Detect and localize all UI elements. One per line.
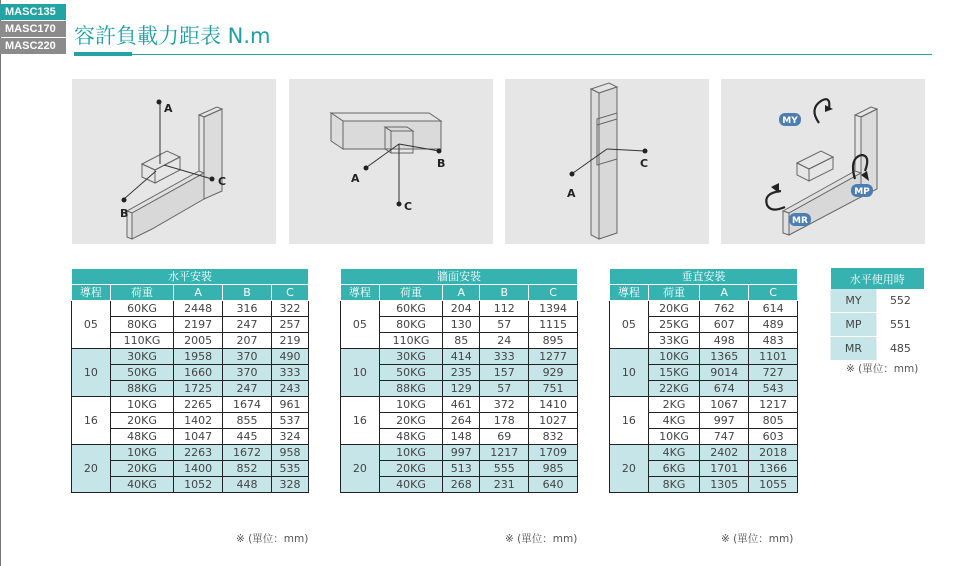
vertical-mount-illustration [505,79,709,244]
unit-note: ※ (單位：mm) [236,533,309,545]
table-cell: 2005 [174,333,223,349]
moment-value: 485 [876,337,924,361]
table-horizontal-usage [830,268,924,361]
table-row [72,397,309,413]
table-cell: 10KG [379,445,443,461]
table-cell: 20KG [379,461,443,477]
table-cell: 1725 [174,381,223,397]
table-cell: 2197 [174,317,223,333]
table-cell: 207 [223,333,272,349]
table-cell: 370 [223,349,272,365]
table-cell: 231 [480,477,529,493]
table-cell: 235 [443,365,480,381]
unit-note: ※ (單位：mm) [846,363,919,375]
table-cell: 2265 [174,397,223,413]
table-cell: 958 [271,445,308,461]
table-cell: 1101 [749,349,798,365]
table-cell: 243 [271,381,308,397]
table-cell: 640 [529,477,578,493]
model-tabs [0,4,66,55]
column-header: B [480,285,529,301]
table-cell: 24 [480,333,529,349]
table-row [610,445,798,461]
table-cell: 110KG [379,333,443,349]
table-cell: 130 [443,317,480,333]
model-tab-masc220[interactable]: MASC220 [0,38,66,54]
table-cell: 322 [271,301,308,317]
table-cell: 445 [223,429,272,445]
label-b: B [437,157,446,170]
table-wall-mount [340,268,578,493]
table-cell: 88KG [110,381,174,397]
table-cell: 57 [480,317,529,333]
table-cell: 10KG [110,397,174,413]
table-row [72,301,309,317]
table-cell: 110KG [110,333,174,349]
table-cell: 112 [480,301,529,317]
table-cell: 80KG [379,317,443,333]
table-cell: 1958 [174,349,223,365]
table-title: 垂直安裝 [610,269,798,285]
table-cell: 614 [749,301,798,317]
table-cell: 2448 [174,301,223,317]
table-cell: 10KG [110,445,174,461]
table-cell: 33KG [648,333,700,349]
table-cell: 1115 [529,317,578,333]
table-cell: 2018 [749,445,798,461]
table-cell: 751 [529,381,578,397]
table-horizontal-mount [71,268,309,493]
table-cell: 1217 [749,397,798,413]
moment-value: 552 [876,289,924,313]
lead-cell: 10 [72,349,111,397]
table-cell: 264 [443,413,480,429]
table-cell: 1672 [223,445,272,461]
table-cell: 370 [223,365,272,381]
table-row [72,349,309,365]
table-cell: 805 [749,413,798,429]
lead-cell: 16 [610,397,649,445]
page-title: 容許負載力距表 N.m [74,24,271,48]
moments-illustration [721,79,925,244]
table-cell: 20KG [648,301,700,317]
table-cell: 747 [700,429,749,445]
table-cell: 997 [700,413,749,429]
table-cell: 2402 [700,445,749,461]
column-header: 導程 [341,285,380,301]
column-header: 荷重 [379,285,443,301]
lead-cell: 16 [341,397,380,445]
column-header: 導程 [610,285,649,301]
table-cell: 257 [271,317,308,333]
table-cell: 247 [223,317,272,333]
label-mr: MR [792,216,808,226]
table-cell: 333 [271,365,308,381]
table-cell: 498 [700,333,749,349]
table-cell: 603 [749,429,798,445]
label-b: B [120,207,129,220]
table-cell: 490 [271,349,308,365]
table-cell: 85 [443,333,480,349]
table-cell: 148 [443,429,480,445]
table-cell: 20KG [110,461,174,477]
wall-mount-illustration [289,79,493,244]
table-cell: 204 [443,301,480,317]
left-border-line [0,0,1,566]
unit-note: ※ (單位：mm) [505,533,578,545]
column-header: A [174,285,223,301]
column-header: 荷重 [110,285,174,301]
moment-label: MP [831,313,877,337]
table-cell: 985 [529,461,578,477]
table-cell: 60KG [110,301,174,317]
table-cell: 1067 [700,397,749,413]
table-cell: 895 [529,333,578,349]
table-cell: 414 [443,349,480,365]
table-cell: 535 [271,461,308,477]
column-header: C [749,285,798,301]
table-cell: 1052 [174,477,223,493]
lead-cell: 10 [610,349,649,397]
table-cell: 555 [480,461,529,477]
table-cell: 537 [271,413,308,429]
diagram-moments [721,79,925,244]
table-cell: 157 [480,365,529,381]
column-header: A [700,285,749,301]
label-mp: MP [854,187,870,197]
column-header: 荷重 [648,285,700,301]
table-cell: 48KG [379,429,443,445]
table-cell: 328 [271,477,308,493]
table-cell: 10KG [648,429,700,445]
table-cell: 25KG [648,317,700,333]
table-cell: 15KG [648,365,700,381]
model-tab-masc170[interactable]: MASC170 [0,21,66,37]
table-cell: 333 [480,349,529,365]
label-a: A [164,102,173,115]
table-cell: 483 [749,333,798,349]
table-cell: 10KG [379,397,443,413]
table-cell: 607 [700,317,749,333]
label-a: A [351,172,360,185]
table-cell: 57 [480,381,529,397]
lead-cell: 20 [610,445,649,493]
lead-cell: 05 [341,301,380,349]
table-cell: 1410 [529,397,578,413]
table-cell: 6KG [648,461,700,477]
lead-cell: 05 [610,301,649,349]
table-cell: 1402 [174,413,223,429]
column-header: C [271,285,308,301]
table-cell: 4KG [648,445,700,461]
lead-cell: 10 [341,349,380,397]
table-cell: 1055 [749,477,798,493]
table-cell: 489 [749,317,798,333]
table-cell: 762 [700,301,749,317]
model-tab-masc135[interactable]: MASC135 [0,4,66,20]
table-cell: 40KG [379,477,443,493]
table-cell: 48KG [110,429,174,445]
table-row [72,445,309,461]
diagram-vertical-mount [505,79,709,244]
table-cell: 1709 [529,445,578,461]
table-row [341,397,578,413]
table-cell: 461 [443,397,480,413]
label-c: C [640,157,649,170]
label-c: C [218,175,227,188]
table-cell: 1305 [700,477,749,493]
horizontal-mount-illustration [72,79,276,244]
label-c: C [404,200,413,213]
column-header: 導程 [72,285,111,301]
table-title: 牆面安裝 [341,269,578,285]
table-cell: 929 [529,365,578,381]
moment-label: MR [831,337,877,361]
table-cell: 855 [223,413,272,429]
table-cell: 88KG [379,381,443,397]
table-cell: 513 [443,461,480,477]
table-cell: 674 [700,381,749,397]
table-cell: 1027 [529,413,578,429]
table-cell: 20KG [110,413,174,429]
table-cell: 178 [480,413,529,429]
lead-cell: 16 [72,397,111,445]
table-cell: 247 [223,381,272,397]
table-row [610,301,798,317]
table-cell: 997 [443,445,480,461]
table-cell: 448 [223,477,272,493]
table-cell: 2KG [648,397,700,413]
table-cell: 832 [529,429,578,445]
column-header: B [223,285,272,301]
table-cell: 1660 [174,365,223,381]
table-cell: 1366 [749,461,798,477]
table-cell: 40KG [110,477,174,493]
table-cell: 1394 [529,301,578,317]
side-table-title: 水平使用時 [831,268,925,289]
table-title: 水平安裝 [72,269,309,285]
label-my: MY [782,116,798,126]
table-row [341,445,578,461]
table-cell: 372 [480,397,529,413]
table-cell: 1674 [223,397,272,413]
moment-value: 551 [876,313,924,337]
title-divider [74,54,932,55]
table-cell: 316 [223,301,272,317]
table-cell: 30KG [110,349,174,365]
diagram-wall-mount [289,79,493,244]
moment-label: MY [831,289,877,313]
table-cell: 1217 [480,445,529,461]
table-cell: 324 [271,429,308,445]
lead-cell: 20 [72,445,111,493]
table-cell: 852 [223,461,272,477]
table-row [341,349,578,365]
table-cell: 1365 [700,349,749,365]
table-cell: 2263 [174,445,223,461]
table-cell: 219 [271,333,308,349]
table-cell: 961 [271,397,308,413]
table-cell: 50KG [379,365,443,381]
lead-cell: 20 [341,445,380,493]
table-row [610,397,798,413]
table-cell: 20KG [379,413,443,429]
table-cell: 50KG [110,365,174,381]
diagram-horizontal-mount [72,79,276,244]
table-row [610,349,798,365]
table-cell: 1047 [174,429,223,445]
table-cell: 8KG [648,477,700,493]
table-vertical-mount [609,268,798,493]
lead-cell: 05 [72,301,111,349]
table-cell: 9014 [700,365,749,381]
table-row [341,301,578,317]
table-cell: 129 [443,381,480,397]
table-cell: 80KG [110,317,174,333]
table-cell: 69 [480,429,529,445]
table-cell: 1400 [174,461,223,477]
table-cell: 10KG [648,349,700,365]
unit-note: ※ (單位：mm) [721,533,794,545]
column-header: C [529,285,578,301]
table-cell: 1701 [700,461,749,477]
table-cell: 4KG [648,413,700,429]
table-cell: 22KG [648,381,700,397]
table-cell: 60KG [379,301,443,317]
table-cell: 268 [443,477,480,493]
table-cell: 543 [749,381,798,397]
column-header: A [443,285,480,301]
table-cell: 30KG [379,349,443,365]
label-a: A [567,187,576,200]
table-cell: 1277 [529,349,578,365]
table-cell: 727 [749,365,798,381]
title-accent-bar [74,52,132,56]
